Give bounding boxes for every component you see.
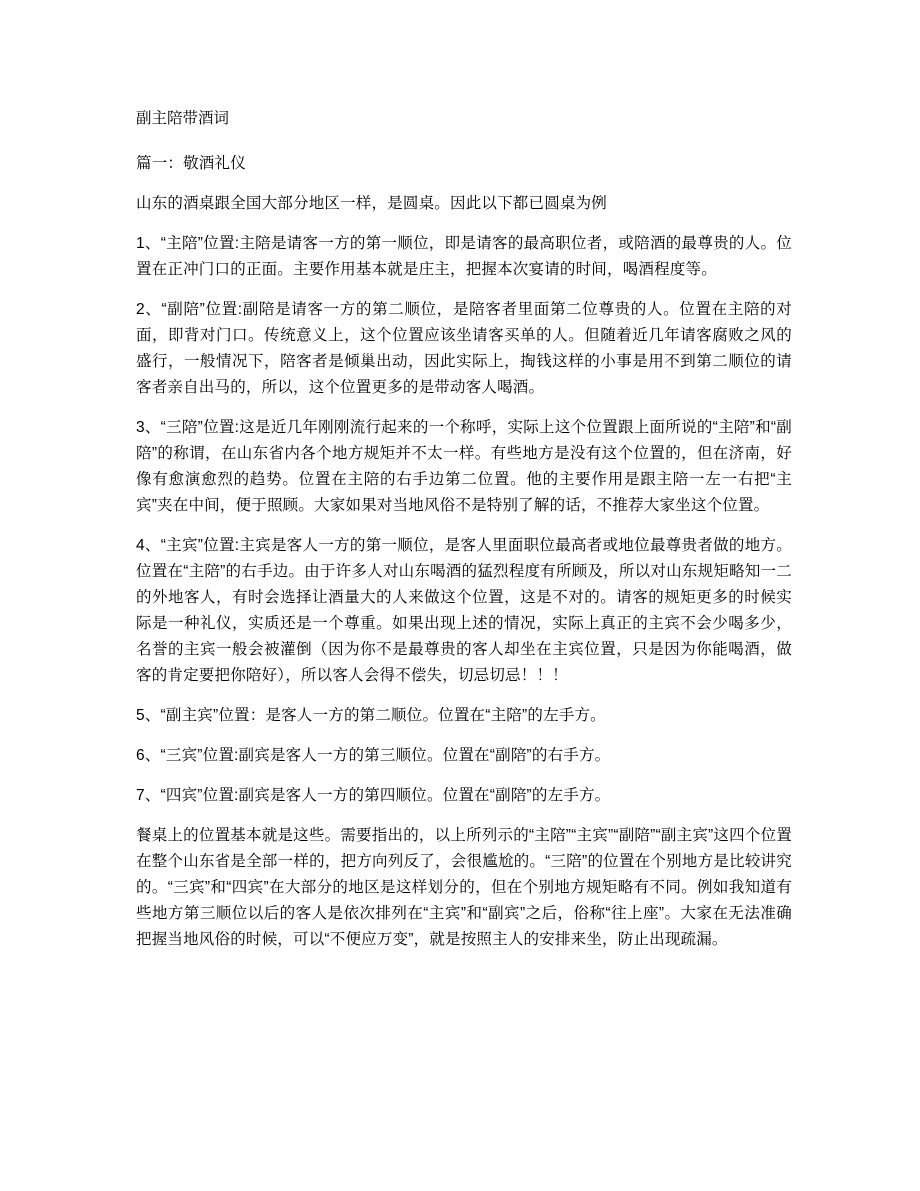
document-body	[136, 151, 792, 953]
paragraph: 7、“四宾”位置:副宾是客人一方的第四顺位。位置在“副陪”的左手方。	[136, 787, 611, 804]
paragraph: 5、“副主宾”位置：是客人一方的第二顺位。位置在“主陪”的左手方。	[136, 707, 606, 724]
paragraph: 餐桌上的位置基本就是这些。需要指出的，以上所列示的“主陪”“主宾”“副陪”“副主宾”这四个位置在整个山东省是全部一样的，把方向列反了，会很尴尬的。“三陪”的位置在个别地方是比较讲究的。“三宾”和“四宾”在大部分的地区是这样划分的，但在个别地方规矩略有不同。例如我知道有些地方第三顺位以后的客人是依次排列在“主宾”和“副宾”之后，俗称“往上座”。大家在无法准确把握当地风俗的时候，可以“不便应万变”，就是按照主人的安排来坐，防止出现疏漏。	[136, 827, 792, 948]
paragraph: 1、“主陪”位置:主陪是请客一方的第一顺位，即是请客的最高职位者，或陪酒的最尊贵的人。位置在正冲门口的正面。主要作用基本就是庄主，把握本次宴请的时间，喝酒程度等。	[136, 235, 792, 278]
document-title: 副主陪带酒词	[136, 110, 230, 127]
paragraph: 3、“三陪”位置:这是近几年刚刚流行起来的一个称呼，实际上这个位置跟上面所说的“主陪”和“副陪”的称谓，在山东省内各个地方规矩并不太一样。有些地方是没有这个位置的，但在济南，好像有愈演愈烈的趋势。位置在主陪的右手边第二位置。他的主要作用是跟主陪一左一右把“主宾”夹在中间，便于照顾。大家如果对当地风俗不是特别了解的话，不推荐大家坐这个位置。	[136, 419, 792, 514]
paragraph: 6、“三宾”位置:副宾是客人一方的第三顺位。位置在“副陪”的右手方。	[136, 747, 611, 764]
paragraph: 山东的酒桌跟全国大部分地区一样，是圆桌。因此以下都已圆桌为例	[136, 195, 608, 212]
paragraph: 篇一：敬酒礼仪	[136, 155, 246, 172]
paragraph: 4、“主宾”位置:主宾是客人一方的第一顺位，是客人里面职位最高者或地位最尊贵者做的地方。位置在“主陪”的右手边。由于许多人对山东喝酒的猛烈程度有所顾及，所以对山东规矩略知一二的外地客人，有时会选择让酒量大的人来做这个位置，这是不对的。请客的规矩更多的时候实际是一种礼仪，实质还是一个尊重。如果出现上述的情况，实际上真正的主宾不会少喝多少，名誉的主宾一般会被灌倒（因为你不是最尊贵的客人却坐在主宾位置，只是因为你能喝酒，做客的肯定要把你陪好），所以客人会得不偿失，切忌切忌！！！	[136, 537, 792, 684]
paragraph: 2、“副陪”位置:副陪是请客一方的第二顺位，是陪客者里面第二位尊贵的人。位置在主陪的对面，即背对门口。传统意义上，这个位置应该坐请客买单的人。但随着近几年请客腐败之风的盛行，一般情况下，陪客者是倾巢出动，因此实际上，掏钱这样的小事是用不到第二顺位的请客者亲自出马的，所以，这个位置更多的是带动客人喝酒。	[136, 301, 792, 396]
